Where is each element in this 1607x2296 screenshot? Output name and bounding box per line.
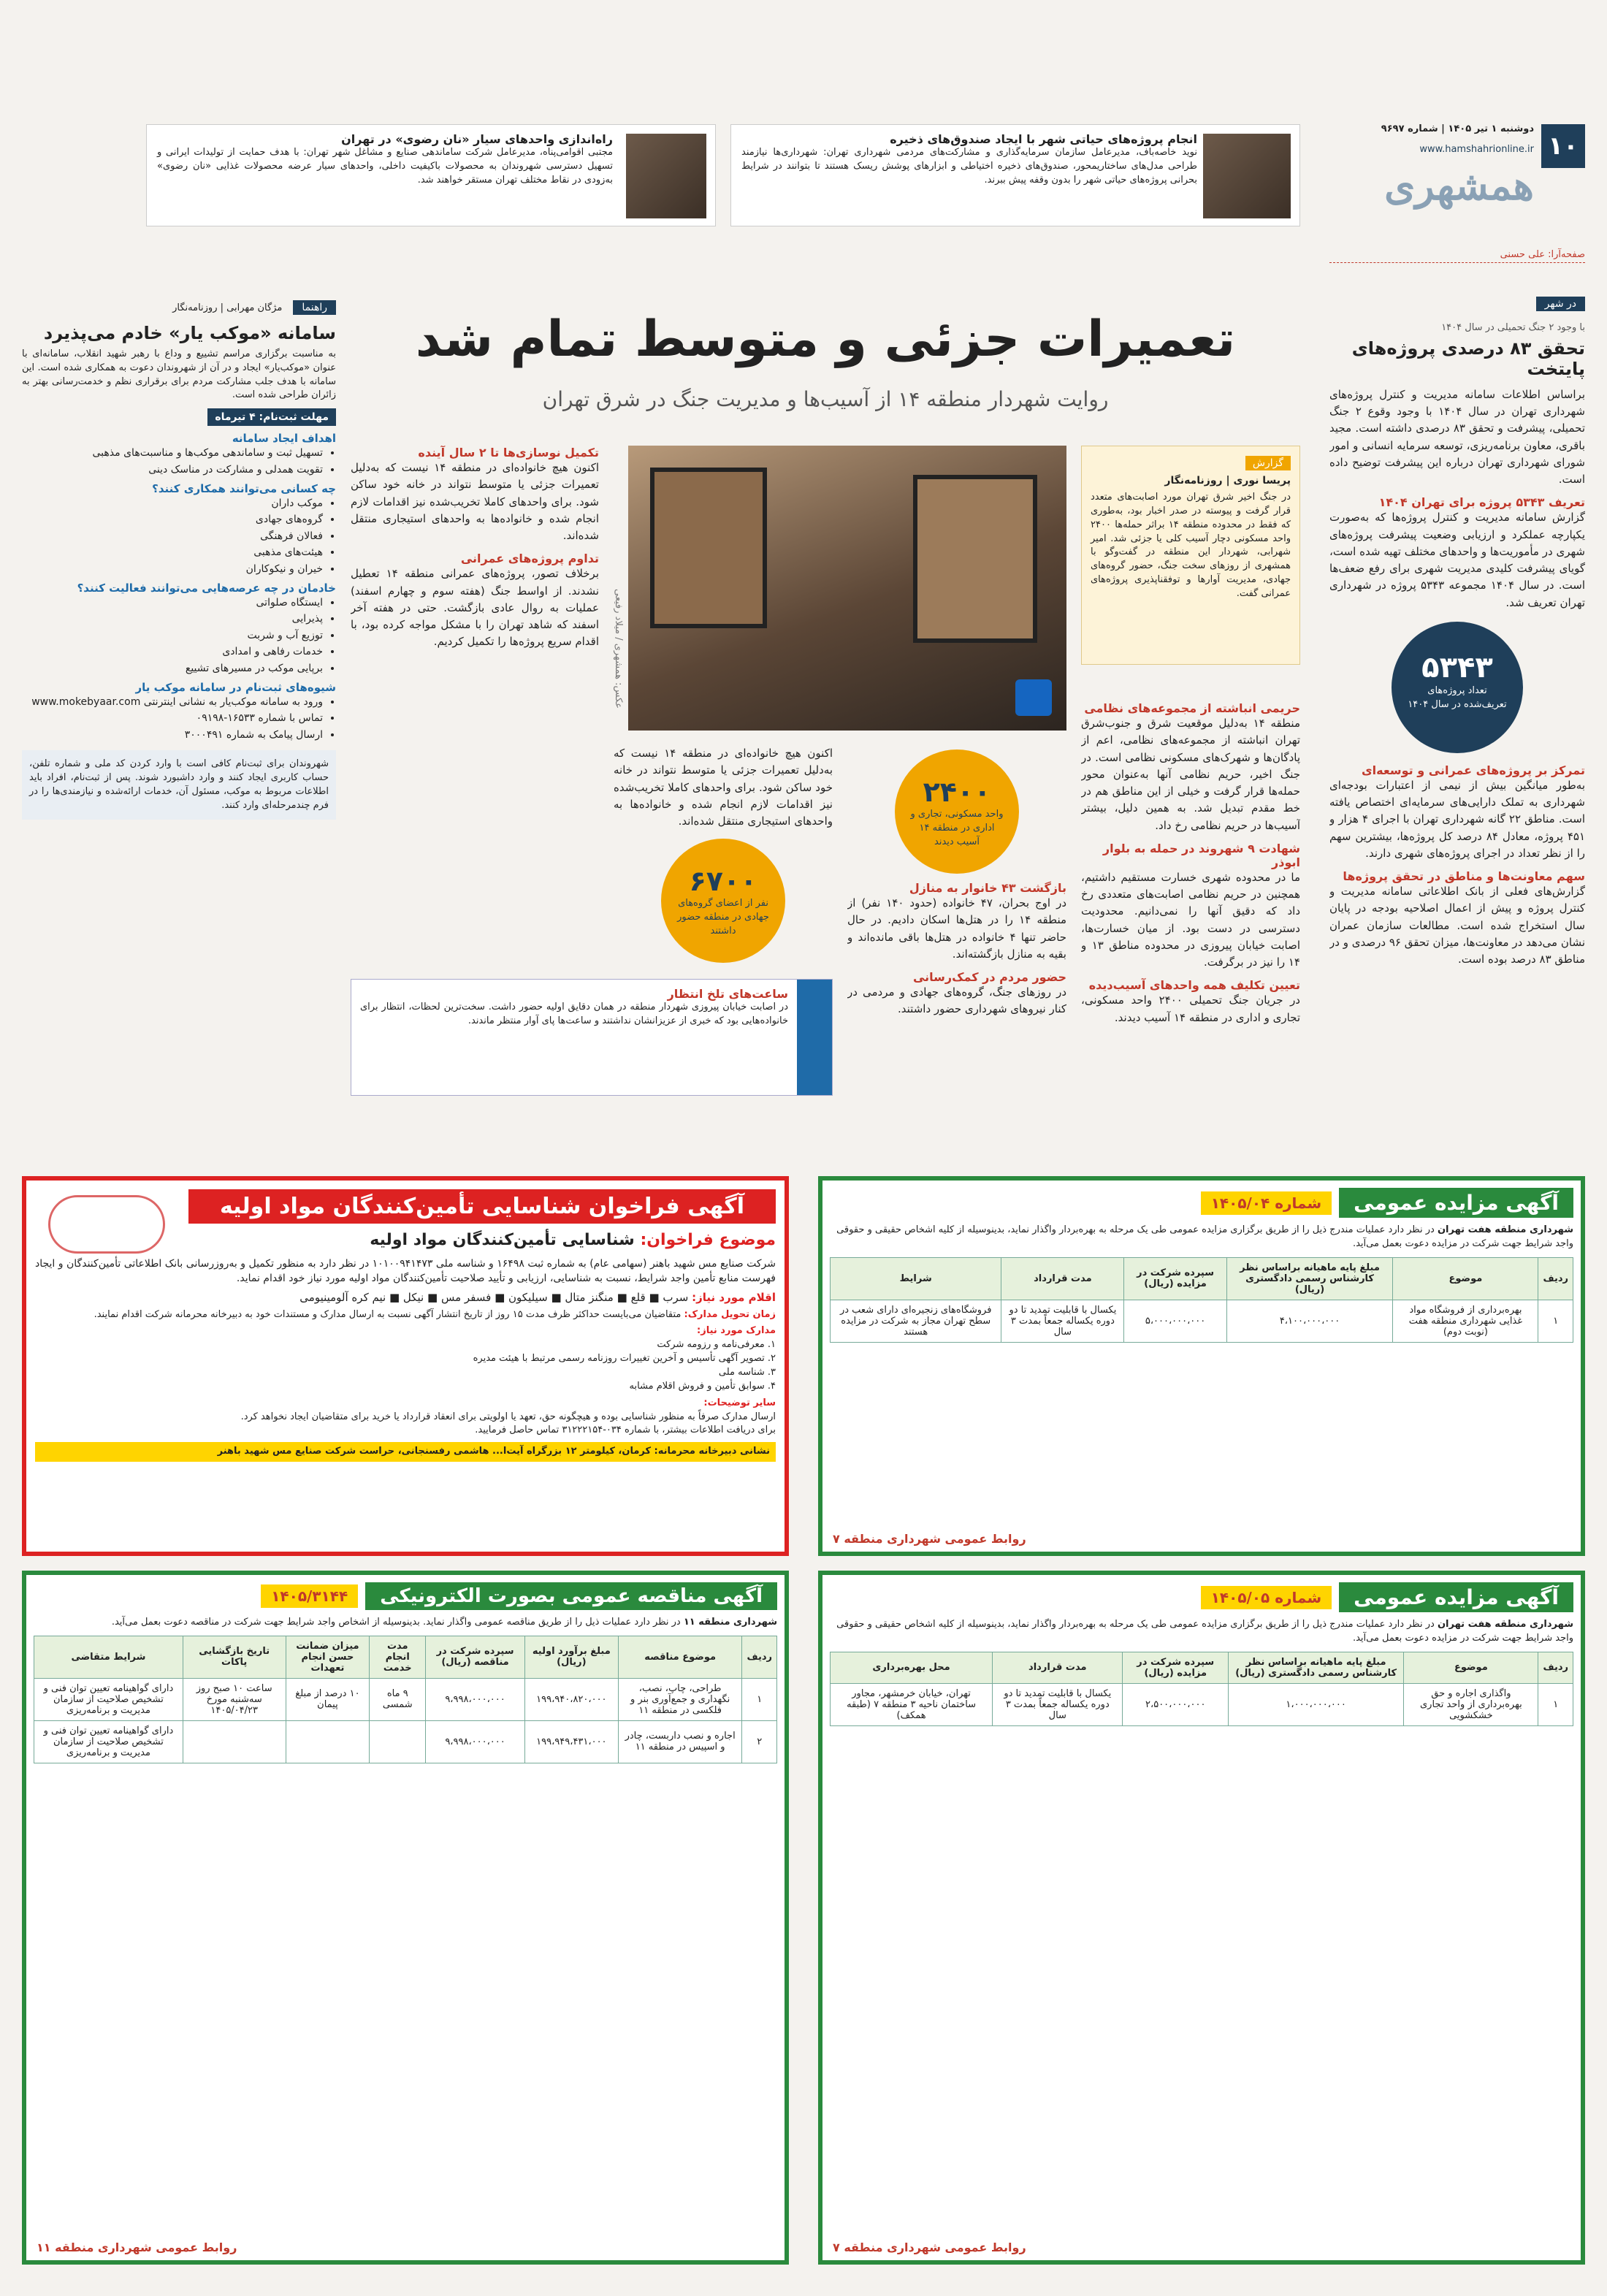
right-section-text: گزارش سامانه مدیریت و کنترل پروژه‌ها که به‌صورت یکپارچه عملکرد و ارزیابی وضعیت پیشرفت پروژه‌های شهری در مأموریت‌ها و واحدهای مختلف تهیه شده است، گویای پیشرفت کلیدی مدیریت شهری برای رفع ضعف‌ها است. در سال ۱۴۰۴ مجموعه ۵۳۴۳ پروژه در شهرداری تهران تعریف شد. (1329, 511, 1585, 609)
table-cell: ۲ (742, 1720, 777, 1763)
website[interactable]: www.hamshahrionline.ir (1419, 144, 1534, 155)
who-list (22, 495, 336, 577)
logo: همشهری (1384, 162, 1534, 209)
table-header: محل بهره‌برداری (831, 1652, 993, 1683)
lead-text: در جنگ اخیر شرق تهران مورد اصابت‌های متعدد قرار گرفت و پیوسته در صدر اخبار بود، به‌طوری که فقط در محدوده منطقه ۱۴ براثر حمله‌ها ۲۴۰۰ واحد مسکونی دچار آسیب کلی یا جزئی شد. امیر شهرابی، شهردار این منطقه در گفت‌وگو با همشهری از روزهای سخت جنگ، حضور گروه‌های جهادی، مدیریت آوارها و توفقناپذیری پروژه‌های عمرانی گفت. (1091, 492, 1291, 599)
section-title: حریمی انباشته از مجموعه‌های نظامی (1084, 701, 1300, 715)
subject: شناسایی تأمین‌کنندگان مواد اولیه (370, 1231, 635, 1249)
tender-number: ۱۴۰۵/۳۱۴۴ (261, 1584, 358, 1608)
docs (35, 1324, 776, 1393)
other-label: سایر توضیحات: (703, 1397, 776, 1408)
top-strip-1-text: نوید خاصه‌باف، مدیرعامل سازمان سرمایه‌گذاری و مشارکت‌های مردمی شهرداری تهران: شهرداری‌ها نیازمند طراحی مدل‌های ساختاریمحور، صندوق‌های ذخیره اختیاطی و ابزارهای پوشش ریسک هستند تا بتوانند در شرایط بحرانی پروژه‌های حیاتی شهر را بدون وقفه پیش ببرند. (741, 147, 1197, 186)
item: منگنز متال (565, 1290, 614, 1304)
table-header: شرایط (831, 1257, 1001, 1300)
byline: پریسا نوری | روزنامه‌نگار (1164, 475, 1291, 487)
right-section-title: تمرکز بر پروژه‌های عمرانی و توسعه‌ای (1362, 763, 1585, 777)
goals-list (22, 445, 336, 478)
item: فسفر مس (440, 1290, 492, 1304)
right-section-title: سهم معاونت‌ها و مناطق در تحقق پروژه‌ها (1343, 869, 1585, 884)
right-supertitle: با وجود ۲ جنگ تحمیلی در سال ۱۴۰۴ (1441, 322, 1585, 333)
table-cell: واگذاری اجاره و حق بهره‌برداری از واحد تجاری خشکشویی (1404, 1683, 1538, 1725)
left-title: سامانه «موکب یار» خادم می‌پذیرد (43, 322, 336, 343)
auction-intro-line (830, 1618, 1573, 1646)
doc-item: ۴. سوابق تأمین و فروش اقلام مشابه (629, 1380, 776, 1392)
auction-issuer: شهرداری منطقه هفت تهران (1437, 1224, 1573, 1235)
table-cell: دارای گواهینامه تعیین توان فنی و تشخیص صلاحیت از سازمان مدیریت و برنامه‌ریزی (34, 1720, 183, 1763)
left-kicker: راهنما (293, 300, 336, 315)
table-header: سپرده شرکت در مزایده (ریال) (1124, 1257, 1226, 1300)
main-col-4 (351, 446, 599, 972)
subject-label: موضوع فراخوان: (640, 1231, 776, 1249)
who-title: چه کسانی می‌توانند همکاری کنند؟ (152, 482, 336, 495)
report-label: گزارش (1245, 456, 1291, 470)
items-label: اقلام مورد نیاز: (692, 1290, 776, 1304)
section-text: اکنون هیچ خانواده‌ای در منطقه ۱۴ نیست که به‌دلیل تعمیرات جزئی یا متوسط نتواند در خانه خود ساکن شود. برای واحدهای کاملا تخریب‌شده نیز اقدامات لازم انجام شده و خانواده‌ها به واحدهای استیجاری منتقل شده‌اند. (614, 747, 833, 828)
fields-title: خادمان در چه عرصه‌هایی می‌توانند فعالیت کنند؟ (77, 581, 336, 595)
main-col-1 (1081, 701, 1300, 1096)
tender-intro-line (34, 1616, 777, 1630)
section-title: ساعت‌های تلخ انتظار (667, 987, 788, 1001)
table-cell: ۲،۵۰۰،۰۰۰،۰۰۰ (1123, 1683, 1229, 1725)
top-strip-2 (146, 124, 716, 226)
section-title: تداوم پروژه‌های عمرانی (460, 552, 599, 566)
auction-footer: روابط عمومی شهرداری منطقه ۷ (833, 2240, 1026, 2254)
list-item: • برپایی موکب در مسیرهای تشییع (22, 660, 323, 676)
table-cell: طراحی، چاپ، نصب، نگهداری و جمع‌آوری بنر و فلکسی در منطقه ۱۱ (618, 1678, 742, 1720)
right-section-text: به‌طور میانگین بیش از نیمی از اعتبارات بودجه‌ای شهرداری به تملک دارایی‌های سرمایه‌ای اختصاص یافته است. مناطق ۲۲ گانه شهرداری تهران با اجرای ۴ هزار و ۴۵۱ پروژه، معادل ۸۴ درصد کل پروژه‌ها، بیشترین سهم را از نظر تعداد در اجرای پروژه‌های شهری دارند. (1329, 778, 1585, 860)
table-header: مبلغ برآورد اولیه (ریال) (524, 1636, 618, 1678)
top-strip-2-text: مجتبی اقوامی‌پناه، مدیرعامل شرکت ساماندهی صنایع و مشاغل شهر تهران: با هدف حمایت از تولیدات ایرانی و تسهیل دسترسی شهروندان به محصولات باکیفیت داخلی، واحدهای سیار عرضه محصولات غذایی «نان رضوی» به‌زودی در نقاط مختلف تهران مستقر خواهند شد. (157, 147, 613, 186)
section-text: در اصابت خیابان پیروزی شهردار منطقه در همان دقایق اولیه حضور داشت. سخت‌ترین لحظات، انتظار برای خانواده‌هایی بود که خبری از عزیزانشان نداشتند و ساعت‌ها پای آوار منتظر ماندند. (360, 1002, 788, 1026)
table-row (34, 1720, 777, 1763)
list-item: • گروه‌های جهادی (22, 511, 323, 527)
auction-intro-line (830, 1224, 1573, 1251)
goals-title: اهداف ایجاد سامانه (232, 432, 336, 446)
portrait-photo (626, 134, 706, 218)
tender-table (34, 1636, 777, 1763)
auction-intro: در نظر دارد عملیات مندرج ذیل را از طریق برگزاری مزایده عمومی طی یک مرحله به بهره‌بردار واگذار نماید، بدینوسیله از کلیه اشخاص حقیقی و حقوقی واجد شرایط جهت شرکت در مزایده دعوت بعمل می‌آید. (836, 1619, 1573, 1644)
delivery-label: زمان تحویل مدارک: (684, 1308, 776, 1320)
list-item: • پذیرایی (22, 611, 323, 627)
auction-ad-1 (818, 1176, 1585, 1556)
stat-label: نفر از اعضای گروه‌های جهادی در منطقه حضور داشتند (677, 898, 769, 937)
table-cell: اجاره و نصب داربست، چادر و اسپیس در منطقه ۱۱ (618, 1720, 742, 1763)
table-header: تاریخ بازگشایی پاکات (183, 1636, 286, 1678)
table-cell (370, 1720, 426, 1763)
tender-ad (22, 1571, 789, 2265)
right-kicker: در شهر (1536, 297, 1585, 311)
right-intro: براساس اطلاعات سامانه مدیریت و کنترل پروژه‌های شهرداری تهران در سال ۱۴۰۴ با وجود وقوع ۲ جنگ تحمیلی، پیشرفت و تحقق ۸۳ درصدی داشته است. مجید باقری، معاون برنامه‌ریزی، توسعه سرمایه انسانی و امور شورای شهرداری تهران درباره این پیشرفت توضیح داده است. (1329, 387, 1585, 487)
photo-frame (913, 475, 1037, 643)
table-cell: فروشگاه‌های زنجیره‌ای دارای شعب در سطح تهران مجاز به شرکت در مزایده هستند (831, 1300, 1001, 1342)
table-cell: ۹ ماه شمسی (370, 1678, 426, 1720)
supplier-address: نشانی دبیرخانه محرمانه: کرمان، کیلومتر ۱۲ بزرگراه آیت‌ا... هاشمی رفسنجانی، حراست شرکت صنایع مس شهید باهنر (35, 1442, 776, 1462)
portrait-photo (1203, 134, 1291, 218)
tender-issuer: شهرداری منطقه ۱۱ (683, 1617, 777, 1628)
delivery-line (35, 1308, 776, 1322)
main-photo (628, 446, 1066, 731)
stat-circle-5343 (1392, 622, 1523, 753)
box-tag (797, 980, 832, 1095)
table-cell: بهره‌برداری از فروشگاه مواد غذایی شهرداری منطقه هفت (نوبت دوم) (1393, 1300, 1538, 1342)
table-cell: ۱ (742, 1678, 777, 1720)
auction-intro: در نظر دارد عملیات مندرج ذیل را از طریق برگزاری مزایده عمومی طی یک مرحله به بهره‌بردار واگذار نماید، بدینوسیله از کلیه اشخاص حقیقی و حقوقی واجد شرایط جهت شرکت در مزایده دعوت بعمل می‌آید. (836, 1224, 1573, 1249)
note-item: ارسال مدارک صرفاً به منظور شناسایی بوده و هیچگونه حق، تعهد یا اولویتی برای انعقاد قرارداد یا خرید برای متقاضیان ایجاد نخواهد کرد. (240, 1411, 776, 1422)
list-item: • فعالان فرهنگی (22, 528, 323, 544)
main-col-2 (847, 745, 1066, 1096)
table-cell: ۱ (1538, 1683, 1573, 1725)
table-header: مدت قرارداد (993, 1652, 1123, 1683)
table-header: موضوع (1404, 1652, 1538, 1683)
section-title: بازگشت ۴۳ خانوار به منازل (909, 881, 1066, 895)
table-header: ردیف (1538, 1257, 1573, 1300)
table-header: ردیف (742, 1636, 777, 1678)
tender-footer: روابط عمومی شهرداری منطقه ۱۱ (37, 2240, 237, 2254)
table-cell: یکسال با قابلیت تمدید تا دو دوره یکساله جمعاً بمدت ۳ سال (993, 1683, 1123, 1725)
list-item: • هیئت‌های مذهبی (22, 544, 323, 560)
stat-circle-6700 (661, 839, 785, 963)
table-cell: ۴،۱۰۰،۰۰۰،۰۰۰ (1226, 1300, 1393, 1342)
stat-value: ۲۴۰۰ (923, 776, 991, 808)
auction-table (830, 1257, 1573, 1343)
delivery: متقاضیان می‌بایست حداکثر ظرف مدت ۱۵ روز از تاریخ انتشار آگهی نسبت به ارسال مدارک و مستندات خود به دبیرخانه محرمانه شرکت اقدام نمایند. (93, 1308, 682, 1320)
auction-number: شماره ۱۴۰۵/۰۴ (1201, 1191, 1332, 1215)
items-line: اقلام مورد نیاز: سرب ■ قلع ■ منگنز متال ■ سیلیکون ■ فسفر مس ■ نیکل ■ نیم کره آلومینیومی (299, 1290, 776, 1304)
stat-circle-2400 (895, 750, 1019, 874)
table-row (831, 1683, 1573, 1725)
list-item: • ارسال پیامک به شماره ۳۰۰۰۴۹۱ (22, 727, 323, 743)
register-title: شیوه‌های ثبت‌نام در سامانه موکب یار (135, 680, 336, 694)
right-title: تحقق ۸۳ درصدی پروژه‌های پایتخت (1351, 337, 1585, 379)
list-item: • تسهیل ثبت و ساماندهی موکب‌ها و مناسبت‌های مذهبی (22, 445, 323, 461)
list-item: • تماس با شماره ۱۶۵۳۳-۰۹۱۹۸ (22, 710, 323, 726)
top-strip-1-title: انجام پروژه‌های حیاتی شهر با ایجاد صندوق‌های ذخیره (890, 132, 1197, 146)
section-text: در اوج بحران، ۴۷ خانواده (حدود ۱۴۰ نفر) از منطقه ۱۴ را در هتل‌ها اسکان دادیم. در حال حاضر تنها ۴ خانواده در هتل‌ها باقی مانده‌اند و بقیه به منازل بازگشته‌اند. (847, 896, 1066, 961)
list-item: • تقویت همدلی و مشارکت در مناسک دینی (22, 462, 323, 478)
section-text: اکنون هیچ خانواده‌ای در منطقه ۱۴ نیست که به‌دلیل تعمیرات جزئی یا متوسط نتواند در خانه خود ساکن شود. برای واحدهای کاملا تخریب‌شده نیز اقدامات لازم انجام شده و خانواده‌ها به واحدهای استیجاری منتقل شده‌اند. (351, 461, 599, 542)
table-cell: ۱،۰۰۰،۰۰۰،۰۰۰ (1229, 1683, 1404, 1725)
section-title: تکمیل نوسازی‌ها تا ۲ سال آینده (418, 446, 599, 459)
left-note: شهروندان برای ثبت‌نام کافی است با وارد کردن کد ملی و شماره تلفن، حساب کاربری ایجاد کنند و وارد داشبورد شوند. پس از ثبت‌نام، افراد باید اطلاعات مربوط به موکب، مسئول آن، خدمات ارائه‌شده و نیازمندی‌ها را در فرم چندمرحله‌ای وارد کنند. (22, 750, 336, 820)
table-cell: ۱۹۹،۹۴۰،۸۲۰،۰۰۰ (524, 1678, 618, 1720)
auction-title: آگهی مزایده عمومی (1339, 1188, 1573, 1218)
bitter-hours-box (351, 979, 833, 1096)
table-row (831, 1300, 1573, 1342)
table-header: شرایط متقاضی (34, 1636, 183, 1678)
list-item: • ایستگاه صلواتی (22, 595, 323, 611)
auction-issuer: شهرداری منطقه هفت تهران (1437, 1619, 1573, 1630)
table-cell: یکسال با قابلیت تمدید تا دو دوره یکساله جمعاً بمدت ۳ سال (1001, 1300, 1124, 1342)
list-item: • خدمات رفاهی و امدادی (22, 644, 323, 660)
auction-title: آگهی مزایده عمومی (1339, 1582, 1573, 1612)
photo-frame (650, 468, 767, 628)
section-text: منطقه ۱۴ به‌دلیل موقعیت شرق و جنوب‌شرق تهران انباشته از مجموعه‌های نظامی، اعم از پادگان‌ها و شهرک‌های مسکونی نظامی است. در جنگ اخیر، حریم نظامی آنها به‌عنوان محور حمله‌ها قرار گرفت و خیلی از این مناطق هم در خط مقدم تبدیل شد. به همین دلیل، بیشتر آسیب‌ها در حریم نظامی رخ داد. (1081, 717, 1300, 832)
doc-item: ۳. شناسه ملی (718, 1366, 776, 1378)
table-cell: ۱۰ درصد از مبلغ پیمان (286, 1678, 370, 1720)
auction-ad-2 (818, 1571, 1585, 2265)
docs-label: مدارک مورد نیاز: (697, 1325, 776, 1337)
section-text: ما در محدوده شهری خسارت مستقیم داشتیم، همچنین در حریم نظامی اصابت‌های متعددی رخ داد که دقیق آنها را نمی‌دانیم. محدودیت دسترسی در دست بود. از میان خسارت‌ها، اصابت خیابان پیروزی در محدوده مناطق ۱۳ و ۱۴ را نیز در برگرفت. (1081, 870, 1300, 969)
table-cell (183, 1720, 286, 1763)
left-column (22, 300, 336, 1088)
stat-value: ۶۷۰۰ (689, 865, 757, 898)
table-cell: ۵،۰۰۰،۰۰۰،۰۰۰ (1124, 1300, 1226, 1342)
left-intro: به مناسبت برگزاری مراسم تشییع و وداع با رهبر شهید انقلاب، سامانه‌ای با عنوان «موکب‌یار» ایجاد و در آن از شهروندان دعوت به همکاری شده است. این سامانه با هدف جلب مشارکت مردم برای برقراری نظم و خدمت‌رسانی بهتر به زائران طراحی شده است. (22, 348, 336, 401)
table-header: ردیف (1538, 1652, 1573, 1683)
editor-credit: صفحه‌آرا: علی حسنی (1329, 248, 1585, 263)
tv-logo (1015, 679, 1052, 716)
item: قلع (630, 1290, 646, 1304)
company-logo (48, 1195, 165, 1254)
table-cell: ۱۹۹،۹۴۹،۴۳۱،۰۰۰ (524, 1720, 618, 1763)
table-cell: تهران، خیابان خرمشهر، مجاور ساختمان ناحیه ۳ منطقه ۷ (طبقه همکف) (831, 1683, 993, 1725)
section-title: شهادت ۹ شهروند در حمله به بلوار ابوذر (1102, 841, 1300, 869)
item: سیلیکون (508, 1290, 548, 1304)
right-section-title: تعریف ۵۳۴۳ پروژه برای تهران ۱۴۰۴ (1378, 495, 1585, 510)
doc-item: ۲. تصویر آگهی تأسیس و آخرین تغییرات روزنامه رسمی مرتبط با هیئت مدیره (473, 1353, 776, 1365)
supplier-title: آگهی فراخوان شناسایی تأمین‌کنندگان مواد اولیه (188, 1189, 776, 1224)
supplier-text: شرکت صنایع مس شهید باهنر (سهامی عام) به شماره ثبت ۱۶۴۹۸ و شناسه ملی ۱۰۱۰۰۹۴۱۴۷۳ در نظر دارد به منظور تکمیل و به‌روزرسانی بانک اطلاعاتی تأمین‌کنندگان و ایجاد فهرست منابع تأمین واجد شرایط، نسبت به شناسایی، ارزیابی و تأیید صلاحیت تأمین‌کنندگان مواد اولیه مورد نیاز خود اقدام نماید. (35, 1258, 776, 1285)
page-number: ۱۰ (1548, 131, 1579, 161)
issue-date: دوشنبه ۱ تیر ۱۴۰۵ | شماره ۹۶۹۷ (1381, 123, 1534, 134)
table-cell: ۹،۹۹۸،۰۰۰،۰۰۰ (426, 1678, 525, 1720)
right-column (1329, 296, 1585, 1253)
page-number-box (1541, 124, 1585, 168)
table-header: مبلغ پایه ماهیانه براساس نظر کارشناس رسمی دادگستری (ریال) (1229, 1652, 1404, 1683)
table-header: سپرده شرکت در مزایده (ریال) (1123, 1652, 1229, 1683)
fields-list (22, 595, 336, 676)
table-header: موضوع (1393, 1257, 1538, 1300)
main-subtitle: روایت شهردار منطقه ۱۴ از آسیب‌ها و مدیریت جنگ در شرق تهران (542, 387, 1109, 411)
photo-caption: عکس: همشهری / میلاد رفیعی (613, 588, 624, 709)
list-item: • ورود به سامانه موکب‌یار به نشانی اینترنتی www.mokebyaar.com (22, 694, 323, 710)
table-row (34, 1678, 777, 1720)
lead-box (1081, 446, 1300, 665)
main-headline: تعمیرات جزئی و متوسط تمام شد (415, 310, 1236, 368)
stat-value: ۵۳۴۳ (1421, 650, 1493, 684)
auction-number: شماره ۱۴۰۵/۰۵ (1201, 1586, 1332, 1609)
table-header: سپرده شرکت در مناقصه (ریال) (426, 1636, 525, 1678)
right-section-text: گزارش‌های فعلی از بانک اطلاعاتی سامانه مدیریت و کنترل پروژه و پیش از اعمال اصلاحیه بودجه در پایان سال استخراج شده است. مطالعات سازمان عمران نشان می‌دهد در معاونت‌ها، میزان تحقق ۹۶ درصدی و در مناطق ۸۳ درصد بوده است. (1329, 885, 1585, 966)
list-item: • خیران و نیکوکاران (22, 561, 323, 577)
register-list (22, 694, 336, 743)
supplier-ad (22, 1176, 789, 1556)
auction-footer: روابط عمومی شهرداری منطقه ۷ (833, 1532, 1026, 1546)
section-text: برخلاف تصور، پروژه‌های عمرانی منطقه ۱۴ تعطیل نشدند. از اواسط جنگ (هفته سوم و چهارم اسفند) عملیات به روال عادی بازگشت. حتی در هفته آخر اسفند که شاهد تهران را با مشکل مواجه کرده بود، با اقدام سریع پروژه‌ها را تکمیل کردیم. (351, 567, 599, 649)
tender-title: آگهی مناقصه عمومی بصورت الکترونیکی (365, 1582, 777, 1610)
top-strip-2-title: راه‌اندازی واحدهای سیار «نان رضوی» در تهران (341, 132, 613, 146)
section-title: تعیین تکلیف همه واحدهای آسیب‌دیده (1088, 978, 1300, 993)
tender-intro: در نظر دارد عملیات ذیل را از طریق مناقصه عمومی واگذار نماید. بدینوسیله از اشخاص واجد شرایط جهت شرکت در مناقصه دعوت بعمل می‌آید. (111, 1617, 681, 1628)
table-header: میزان ضمانت حسن انجام تعهدات (286, 1636, 370, 1678)
left-byline: مژگان مهرابی | روزنامه‌نگار (172, 302, 283, 313)
item: سرب (663, 1290, 689, 1304)
section-title: حضور مردم در کمک‌رسانی (912, 970, 1066, 984)
list-item: • توزیع آب و شربت (22, 628, 323, 644)
section-text: در جریان جنگ تحمیلی ۲۴۰۰ واحد مسکونی، تجاری و اداری در منطقه ۱۴ آسیب دیدند. (1081, 993, 1300, 1024)
item: نیکل (402, 1290, 424, 1304)
deadline-badge: مهلت ثبت‌نام: ۴ تیرماه (207, 408, 336, 426)
table-cell: ۱ (1538, 1300, 1573, 1342)
list-item: • موکب داران (22, 495, 323, 511)
table-header: مبلغ پایه ماهیانه براساس نظر کارشناس رسمی دادگستری (ریال) (1226, 1257, 1393, 1300)
table-cell: ۹،۹۹۸،۰۰۰،۰۰۰ (426, 1720, 525, 1763)
stat-label: تعداد پروژه‌های تعریف‌شده در سال ۱۴۰۴ (1408, 684, 1507, 710)
table-cell: ساعت ۱۰ صبح روز سه‌شنبه مورخ ۱۴۰۵/۰۴/۲۳ (183, 1678, 286, 1720)
table-cell: دارای گواهینامه تعیین توان فنی و تشخیص صلاحیت از سازمان مدیریت و برنامه‌ریزی (34, 1678, 183, 1720)
table-cell (286, 1720, 370, 1763)
item: نیم کره آلومینیومی (299, 1290, 386, 1304)
table-header: موضوع مناقصه (618, 1636, 742, 1678)
top-strip-1 (730, 124, 1300, 226)
table-header: مدت انجام خدمت (370, 1636, 426, 1678)
doc-item: ۱. معرفی‌نامه و رزومه شرکت (657, 1339, 776, 1351)
table-header: مدت قرارداد (1001, 1257, 1124, 1300)
auction-table (830, 1652, 1573, 1726)
note-item: برای دریافت اطلاعات بیشتر، با شماره ۰۳۴-۳۱۲۲۲۱۵۴ تماس حاصل فرمایید. (475, 1424, 776, 1436)
other-notes (35, 1397, 776, 1438)
section-text: در روزهای جنگ، گروه‌های جهادی و مردمی در کنار نیروهای شهرداری حضور داشتند. (847, 985, 1066, 1016)
stat-label: واحد مسکونی، تجاری و اداری در منطقه ۱۴ آسیب دیدند (910, 809, 1004, 847)
